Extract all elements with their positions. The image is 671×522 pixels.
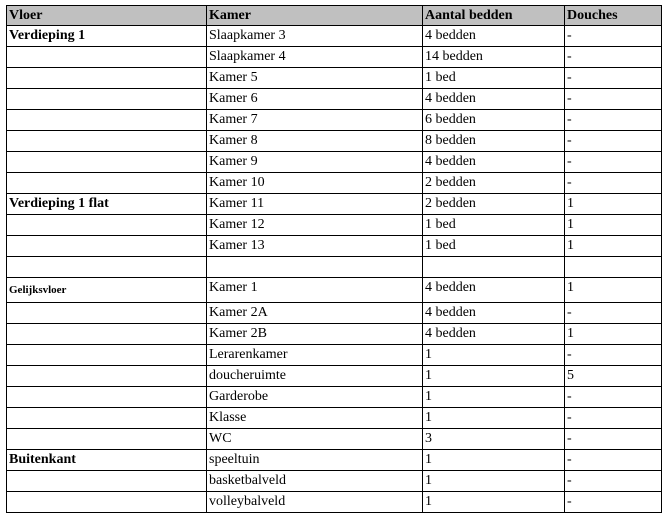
table-row [7,303,662,324]
floor-cell [7,324,207,345]
showers-cell: - [565,152,662,173]
room-cell: Kamer 1 [207,278,423,303]
floor-cell [7,47,207,68]
room-cell: Kamer 2B [207,324,423,345]
table-row [7,236,662,257]
floor-cell [7,152,207,173]
header-floor: Vloer [7,6,207,26]
showers-cell: - [565,492,662,513]
showers-cell: - [565,173,662,194]
room-cell: Kamer 2A [207,303,423,324]
room-cell: WC [207,429,423,450]
table-row [7,366,662,387]
beds-cell: 4 bedden [423,89,565,110]
room-cell: Kamer 10 [207,173,423,194]
floor-cell [7,215,207,236]
beds-cell: 1 [423,345,565,366]
beds-cell: 4 bedden [423,278,565,303]
table-row [7,131,662,152]
floor-cell [7,236,207,257]
table-row [7,194,662,215]
showers-cell: 1 [565,324,662,345]
beds-cell: 1 bed [423,215,565,236]
room-cell: Kamer 8 [207,131,423,152]
beds-cell: 4 bedden [423,152,565,173]
floor-cell [7,387,207,408]
showers-cell: 1 [565,215,662,236]
table-row [7,492,662,513]
floor-cell: Verdieping 1 [7,26,207,47]
floor-cell [7,492,207,513]
beds-cell: 1 bed [423,236,565,257]
room-cell: Slaapkamer 4 [207,47,423,68]
beds-cell: 1 [423,387,565,408]
table-row [7,26,662,47]
beds-cell [423,257,565,278]
floor-cell [7,303,207,324]
table-row [7,324,662,345]
rooms-table [6,5,662,513]
beds-cell: 2 bedden [423,194,565,215]
beds-cell: 3 [423,429,565,450]
showers-cell: - [565,26,662,47]
room-cell: Lerarenkamer [207,345,423,366]
showers-cell: - [565,110,662,131]
beds-cell: 1 [423,366,565,387]
header-room: Kamer [207,6,423,26]
room-cell: Kamer 7 [207,110,423,131]
floor-cell [7,408,207,429]
room-cell: basketbalveld [207,471,423,492]
showers-cell: - [565,68,662,89]
room-cell: doucheruimte [207,366,423,387]
room-cell: Garderobe [207,387,423,408]
table-row [7,110,662,131]
showers-cell: 1 [565,278,662,303]
table-row [7,173,662,194]
showers-cell: - [565,387,662,408]
room-cell: Slaapkamer 3 [207,26,423,47]
beds-cell: 1 bed [423,68,565,89]
showers-cell: - [565,47,662,68]
beds-cell: 4 bedden [423,303,565,324]
room-cell: Kamer 13 [207,236,423,257]
beds-cell: 4 bedden [423,26,565,47]
header-showers: Douches [565,6,662,26]
table-row [7,68,662,89]
floor-cell [7,131,207,152]
showers-cell: 1 [565,194,662,215]
room-cell: Kamer 6 [207,89,423,110]
table-row [7,387,662,408]
room-cell: Kamer 12 [207,215,423,236]
floor-cell: Verdieping 1 flat [7,194,207,215]
table-row [7,47,662,68]
beds-cell: 6 bedden [423,110,565,131]
table-row [7,408,662,429]
showers-cell: - [565,345,662,366]
floor-cell [7,89,207,110]
table-row [7,450,662,471]
room-cell: Kamer 9 [207,152,423,173]
beds-cell: 8 bedden [423,131,565,152]
showers-cell: - [565,429,662,450]
beds-cell: 4 bedden [423,324,565,345]
table-row [7,345,662,366]
showers-cell: - [565,303,662,324]
room-cell: volleybalveld [207,492,423,513]
beds-cell: 1 [423,408,565,429]
floor-cell [7,173,207,194]
beds-cell: 14 bedden [423,47,565,68]
table-row [7,471,662,492]
floor-cell: Buitenkant [7,450,207,471]
beds-cell: 1 [423,450,565,471]
floor-cell: Gelijksvloer [7,278,207,303]
showers-cell [565,257,662,278]
showers-cell: 1 [565,236,662,257]
table-row [7,215,662,236]
room-cell [207,257,423,278]
showers-cell: - [565,131,662,152]
room-cell: Kamer 11 [207,194,423,215]
showers-cell: 5 [565,366,662,387]
showers-cell: - [565,89,662,110]
table-row [7,89,662,110]
room-cell: speeltuin [207,450,423,471]
floor-cell [7,257,207,278]
header-row [7,6,662,26]
beds-cell: 1 [423,492,565,513]
beds-cell: 1 [423,471,565,492]
header-beds: Aantal bedden [423,6,565,26]
table-row [7,278,662,303]
floor-cell [7,471,207,492]
showers-cell: - [565,408,662,429]
table-row [7,429,662,450]
showers-cell: - [565,471,662,492]
showers-cell: - [565,450,662,471]
table-row-empty [7,257,662,278]
table-row [7,152,662,173]
floor-cell [7,366,207,387]
floor-cell [7,345,207,366]
room-cell: Kamer 5 [207,68,423,89]
floor-cell [7,68,207,89]
beds-cell: 2 bedden [423,173,565,194]
floor-cell [7,110,207,131]
room-cell: Klasse [207,408,423,429]
floor-cell [7,429,207,450]
